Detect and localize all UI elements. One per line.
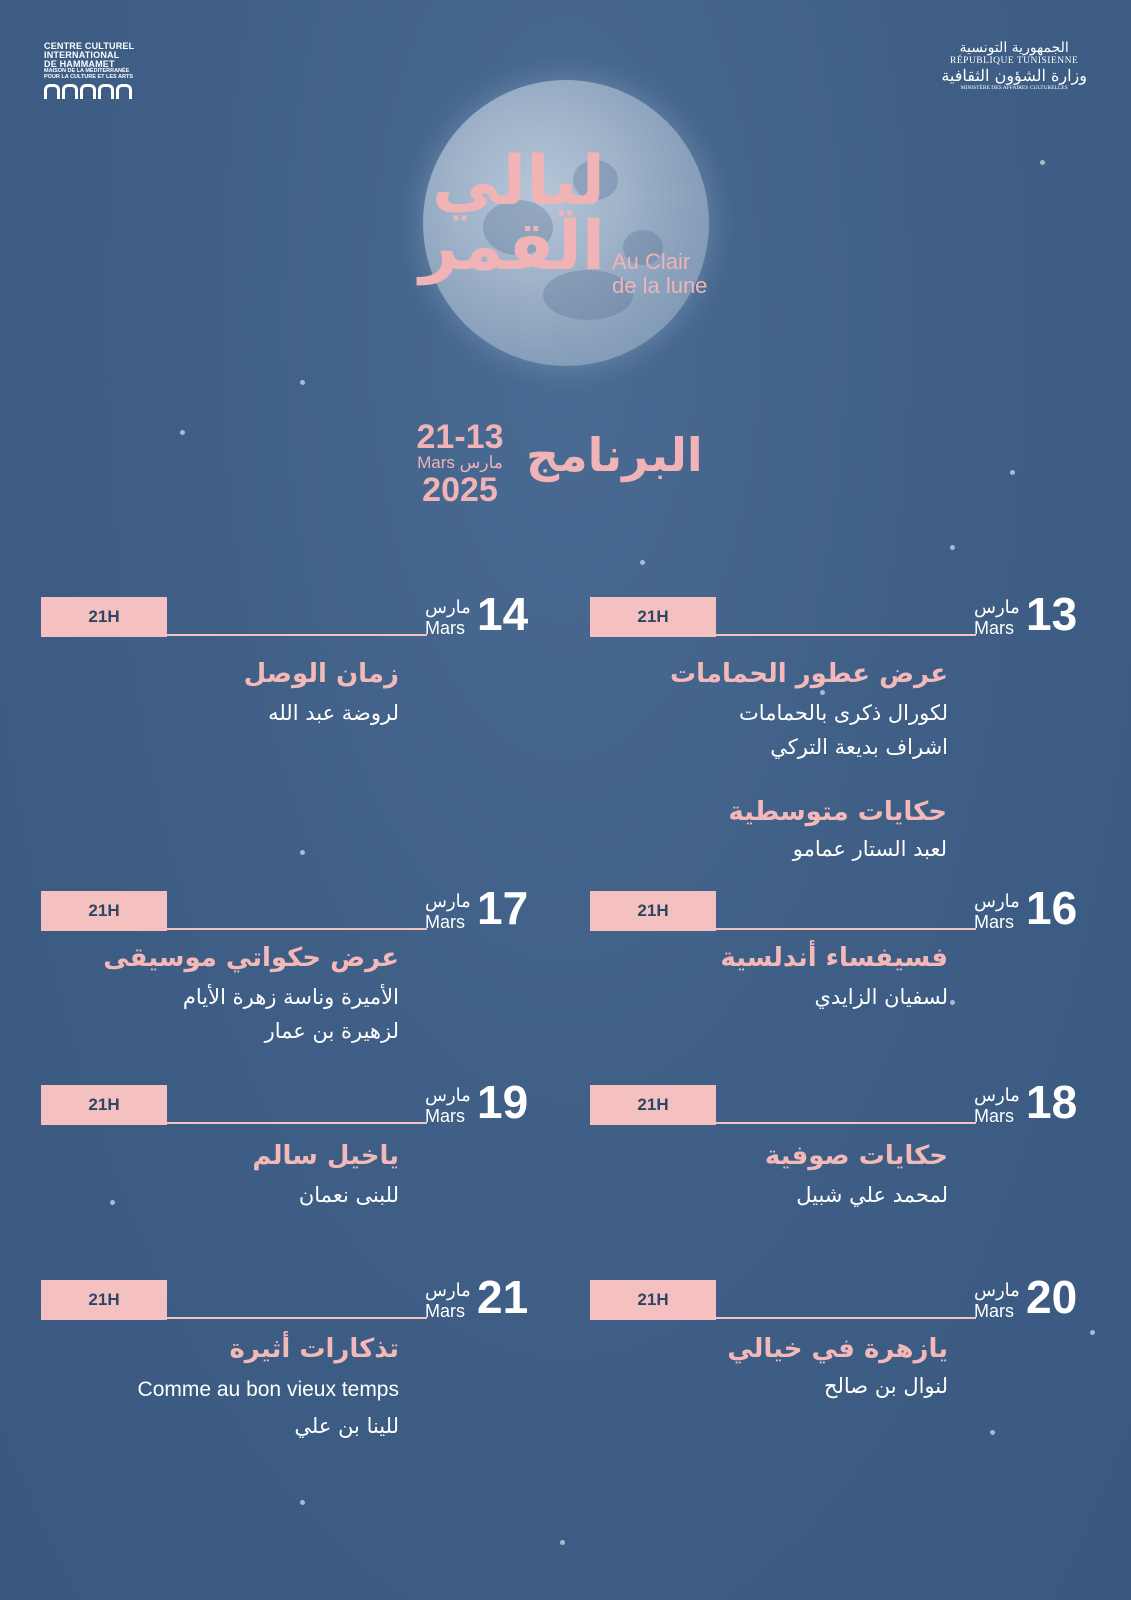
logo-line: MAISON DE LA MÉDITERRANÉE: [44, 68, 130, 74]
event-month: مارس Mars: [974, 891, 1020, 932]
arches-icon: [44, 84, 134, 99]
republic-ar: الجمهورية التونسية: [959, 40, 1069, 56]
event-title: عرض حكواتي موسيقى: [103, 943, 399, 973]
hammamet-cultural-centre-logo: [44, 42, 134, 99]
event-line: للبنى نعمان: [298, 1183, 399, 1207]
divider: [167, 928, 427, 930]
star: [950, 545, 955, 550]
divider: [167, 1122, 427, 1124]
star: [1040, 160, 1045, 165]
time-badge: 21H: [590, 597, 716, 637]
event-line: لسفيان الزايدي: [814, 985, 948, 1009]
event-day: 17: [477, 882, 529, 934]
date-range: 21-13: [416, 418, 504, 456]
star: [1010, 470, 1015, 475]
event-21: [41, 1271, 541, 1460]
event-month: مارس Mars: [974, 1085, 1020, 1126]
time-badge: 21H: [590, 1085, 716, 1125]
festival-title-fr: [612, 250, 707, 298]
event-19: [41, 1076, 541, 1225]
time-badge: 21H: [590, 891, 716, 931]
event-line: لمحمد علي شبيل: [796, 1183, 948, 1207]
star: [300, 850, 305, 855]
divider: [716, 634, 976, 636]
time-badge: 21H: [41, 1280, 167, 1320]
program-dates: [405, 420, 515, 507]
event-13: [590, 588, 1090, 787]
event-line-fr: Comme au bon vieux temps: [137, 1378, 399, 1401]
title-fr-line2: de la lune: [612, 273, 708, 299]
event-title: حكايات صوفية: [764, 1141, 948, 1171]
event-month: مارس Mars: [974, 1280, 1020, 1321]
program-title: البرنامج: [526, 428, 703, 482]
event-month: مارس Mars: [425, 1085, 471, 1126]
event-day: 14: [477, 588, 529, 640]
republic-fr: RÉPUBLIQUE TUNISIENNE: [950, 56, 1079, 67]
event-line: لروضة عبد الله: [268, 701, 399, 725]
title-ar-line2: القمر: [419, 206, 605, 286]
event-month: مارس Mars: [974, 597, 1020, 638]
time-badge: 21H: [590, 1280, 716, 1320]
event-title: زمان الوصل: [243, 659, 399, 689]
event-line: الأميرة وناسة زهرة الأيام: [182, 985, 399, 1009]
event-16: [590, 882, 1090, 1041]
title-fr-line1: Au Clair: [612, 249, 691, 274]
event-13-second-line: لعبد الستار عمامو: [792, 837, 947, 861]
star: [1090, 1330, 1095, 1335]
ministry-fr: MINISTÈRE DES AFFAIRES CULTURELLES: [960, 85, 1068, 92]
date-year: 2025: [422, 470, 498, 509]
logo-line: CENTRE CULTUREL: [44, 41, 135, 51]
logo-line: DE HAMMAMET: [44, 59, 115, 69]
ministry-ar: وزارة الشؤون الثقافية: [941, 66, 1087, 86]
date-month: Mars مارس: [417, 453, 503, 472]
divider: [167, 1317, 427, 1319]
event-title: عرض عطور الحمامات: [670, 659, 948, 689]
event-line: للينا بن علي: [294, 1414, 399, 1438]
event-title: ياخيل سالم: [252, 1141, 399, 1171]
star: [560, 1540, 565, 1545]
divider: [716, 1317, 976, 1319]
time-badge: 21H: [41, 891, 167, 931]
event-day: 19: [477, 1076, 529, 1128]
event-day: 20: [1026, 1271, 1078, 1323]
event-13-second-title: حكايات متوسطية: [728, 797, 947, 827]
star: [990, 1430, 995, 1435]
event-day: 16: [1026, 882, 1078, 934]
event-day: 18: [1026, 1076, 1078, 1128]
event-month: مارس Mars: [425, 891, 471, 932]
logo-line: POUR LA CULTURE ET LES ARTS: [44, 73, 134, 80]
title-ar-line1: ليالي: [431, 142, 605, 221]
event-title: يازهرة في خيالي: [727, 1334, 948, 1364]
star: [640, 560, 645, 565]
divider: [167, 634, 427, 636]
event-line: لزهيرة بن عمار: [264, 1019, 399, 1043]
event-title: فسيفساء أندلسية: [720, 943, 948, 973]
event-14: [41, 588, 541, 747]
event-line: اشراف بديعة التركي: [770, 735, 948, 759]
time-badge: 21H: [41, 597, 167, 637]
event-day: 21: [477, 1271, 529, 1323]
time-badge: 21H: [41, 1085, 167, 1125]
star: [180, 430, 185, 435]
festival-title-ar: [405, 142, 605, 286]
logo-line: INTERNATIONAL: [44, 50, 120, 60]
star: [300, 1500, 305, 1505]
event-18: [590, 1076, 1090, 1225]
event-line: لنوال بن صالح: [823, 1374, 948, 1398]
event-day: 13: [1026, 588, 1078, 640]
event-line: لكورال ذكرى بالحمامات: [739, 701, 948, 725]
divider: [716, 1122, 976, 1124]
ministry-logo: [941, 40, 1087, 92]
event-17: [41, 882, 541, 1051]
event-month: مارس Mars: [425, 597, 471, 638]
event-month: مارس Mars: [425, 1280, 471, 1321]
event-20: [590, 1271, 1090, 1420]
divider: [716, 928, 976, 930]
star: [300, 380, 305, 385]
event-title: تذكارات أثيرة: [229, 1334, 399, 1364]
